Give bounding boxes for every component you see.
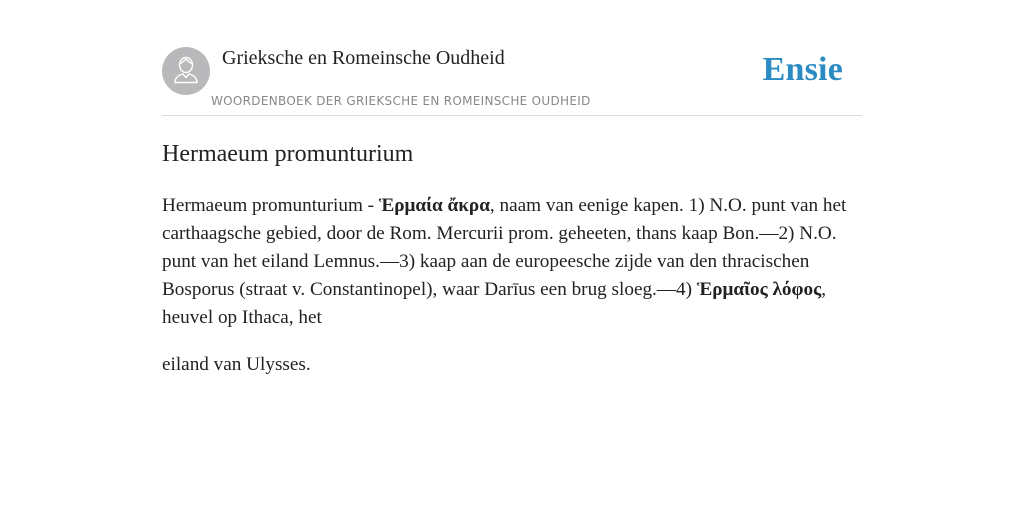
greek-term: Ἑρμαῖος λόφος xyxy=(696,279,822,300)
article-title: Hermaeum promunturium xyxy=(162,141,414,167)
ensie-logo[interactable]: Ensie xyxy=(762,51,843,88)
source-subtitle: WOORDENBOEK DER GRIEKSCHE EN ROMEINSCHE OUDHEID xyxy=(211,94,591,108)
paragraph-text: Hermaeum promunturium - xyxy=(162,195,379,216)
source-title[interactable]: Grieksche en Romeinsche Oudheid xyxy=(222,47,505,69)
avatar[interactable] xyxy=(162,47,210,95)
header xyxy=(162,0,862,116)
user-icon xyxy=(162,47,210,95)
article-paragraph: eiland van Ulysses. xyxy=(162,354,311,375)
paragraph-text: , heuvel op Ithaca, het xyxy=(162,279,826,328)
paragraph-text: , naam van eenige kapen. 1) N.O. punt van het carthaagsche gebied, door de Rom. Mercurii prom. geheeten, thans kaap Bon.—2) N.O. punt van het eiland Lemnus.—3) kaap aan de europeesche zijde van den thracischen Bosporus (straat v. Constantinopel), waar Darīus een brug sloeg.—4) xyxy=(162,195,847,300)
article-body xyxy=(162,192,862,379)
article-paragraph xyxy=(162,192,862,332)
page xyxy=(162,0,862,512)
greek-term: Ἑρμαία ἄκρα xyxy=(378,195,490,216)
